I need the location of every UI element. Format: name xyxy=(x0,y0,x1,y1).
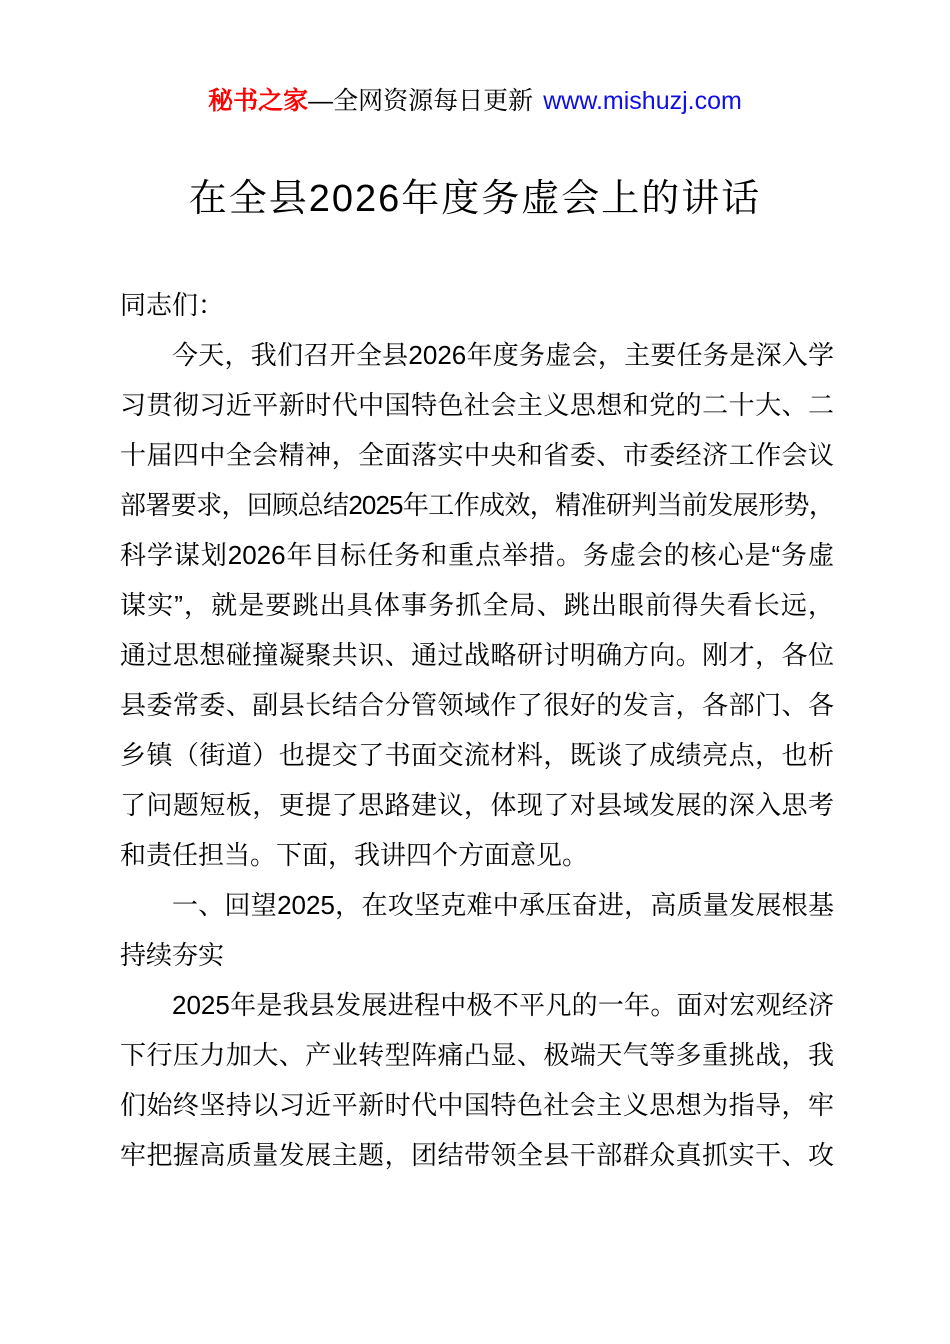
paragraph-line: 下行压力加大、产业转型阵痛凸显、极端天气等多重挑战，我 xyxy=(120,1040,834,1070)
paragraph-line: 2025年是我县发展进程中极不平凡的一年。面对宏观经济 xyxy=(172,990,834,1020)
paragraph-line: 了问题短板，更提了思路建议，体现了对县域发展的深入思考 xyxy=(120,790,834,820)
paragraph-line: 通过思想碰撞凝聚共识、通过战略研讨明确方向。刚才，各位 xyxy=(120,640,834,670)
site-watermark-header xyxy=(0,85,950,117)
paragraph-line: 们始终坚持以习近平新时代中国特色社会主义思想为指导，牢 xyxy=(120,1090,834,1120)
paragraph-line: 和责任担当。下面，我讲四个方面意见。 xyxy=(120,840,589,870)
section-heading-line: 一、回望2025，在攻坚克难中承压奋进，高质量发展根基 xyxy=(172,890,834,920)
paragraph-line: 部署要求，回顾总结2025年工作成效，精准研判当前发展形势， xyxy=(120,490,834,520)
site-url-link[interactable]: www.mishuzj.com xyxy=(543,87,742,115)
salutation: 同志们： xyxy=(120,290,225,320)
document-body xyxy=(120,280,834,1180)
paragraph-line: 科学谋划2026年目标任务和重点举措。务虚会的核心是“务虚 xyxy=(120,540,834,570)
paragraph-line: 今天，我们召开全县2026年度务虚会，主要任务是深入学 xyxy=(172,340,834,370)
paragraph-line: 牢把握高质量发展主题，团结带领全县干部群众真抓实干、攻 xyxy=(120,1140,834,1170)
paragraph-line: 谋实”，就是要跳出具体事务抓全局、跳出眼前得失看长远， xyxy=(120,590,834,620)
paragraph-line: 习贯彻习近平新时代中国特色社会主义思想和党的二十大、二 xyxy=(120,390,834,420)
site-brand: 秘书之家 xyxy=(208,87,309,115)
paragraph-line: 县委常委、副县长结合分管领域作了很好的发言，各部门、各 xyxy=(120,690,834,720)
document-title: 在全县2026年度务虚会上的讲话 xyxy=(188,178,762,220)
paragraph-line: 乡镇（街道）也提交了书面交流材料，既谈了成绩亮点，也析 xyxy=(120,740,834,770)
site-tagline: —全网资源每日更新 xyxy=(308,87,534,115)
section-heading-line: 持续夯实 xyxy=(120,940,225,970)
paragraph-line: 十届四中全会精神，全面落实中央和省委、市委经济工作会议 xyxy=(120,440,834,470)
